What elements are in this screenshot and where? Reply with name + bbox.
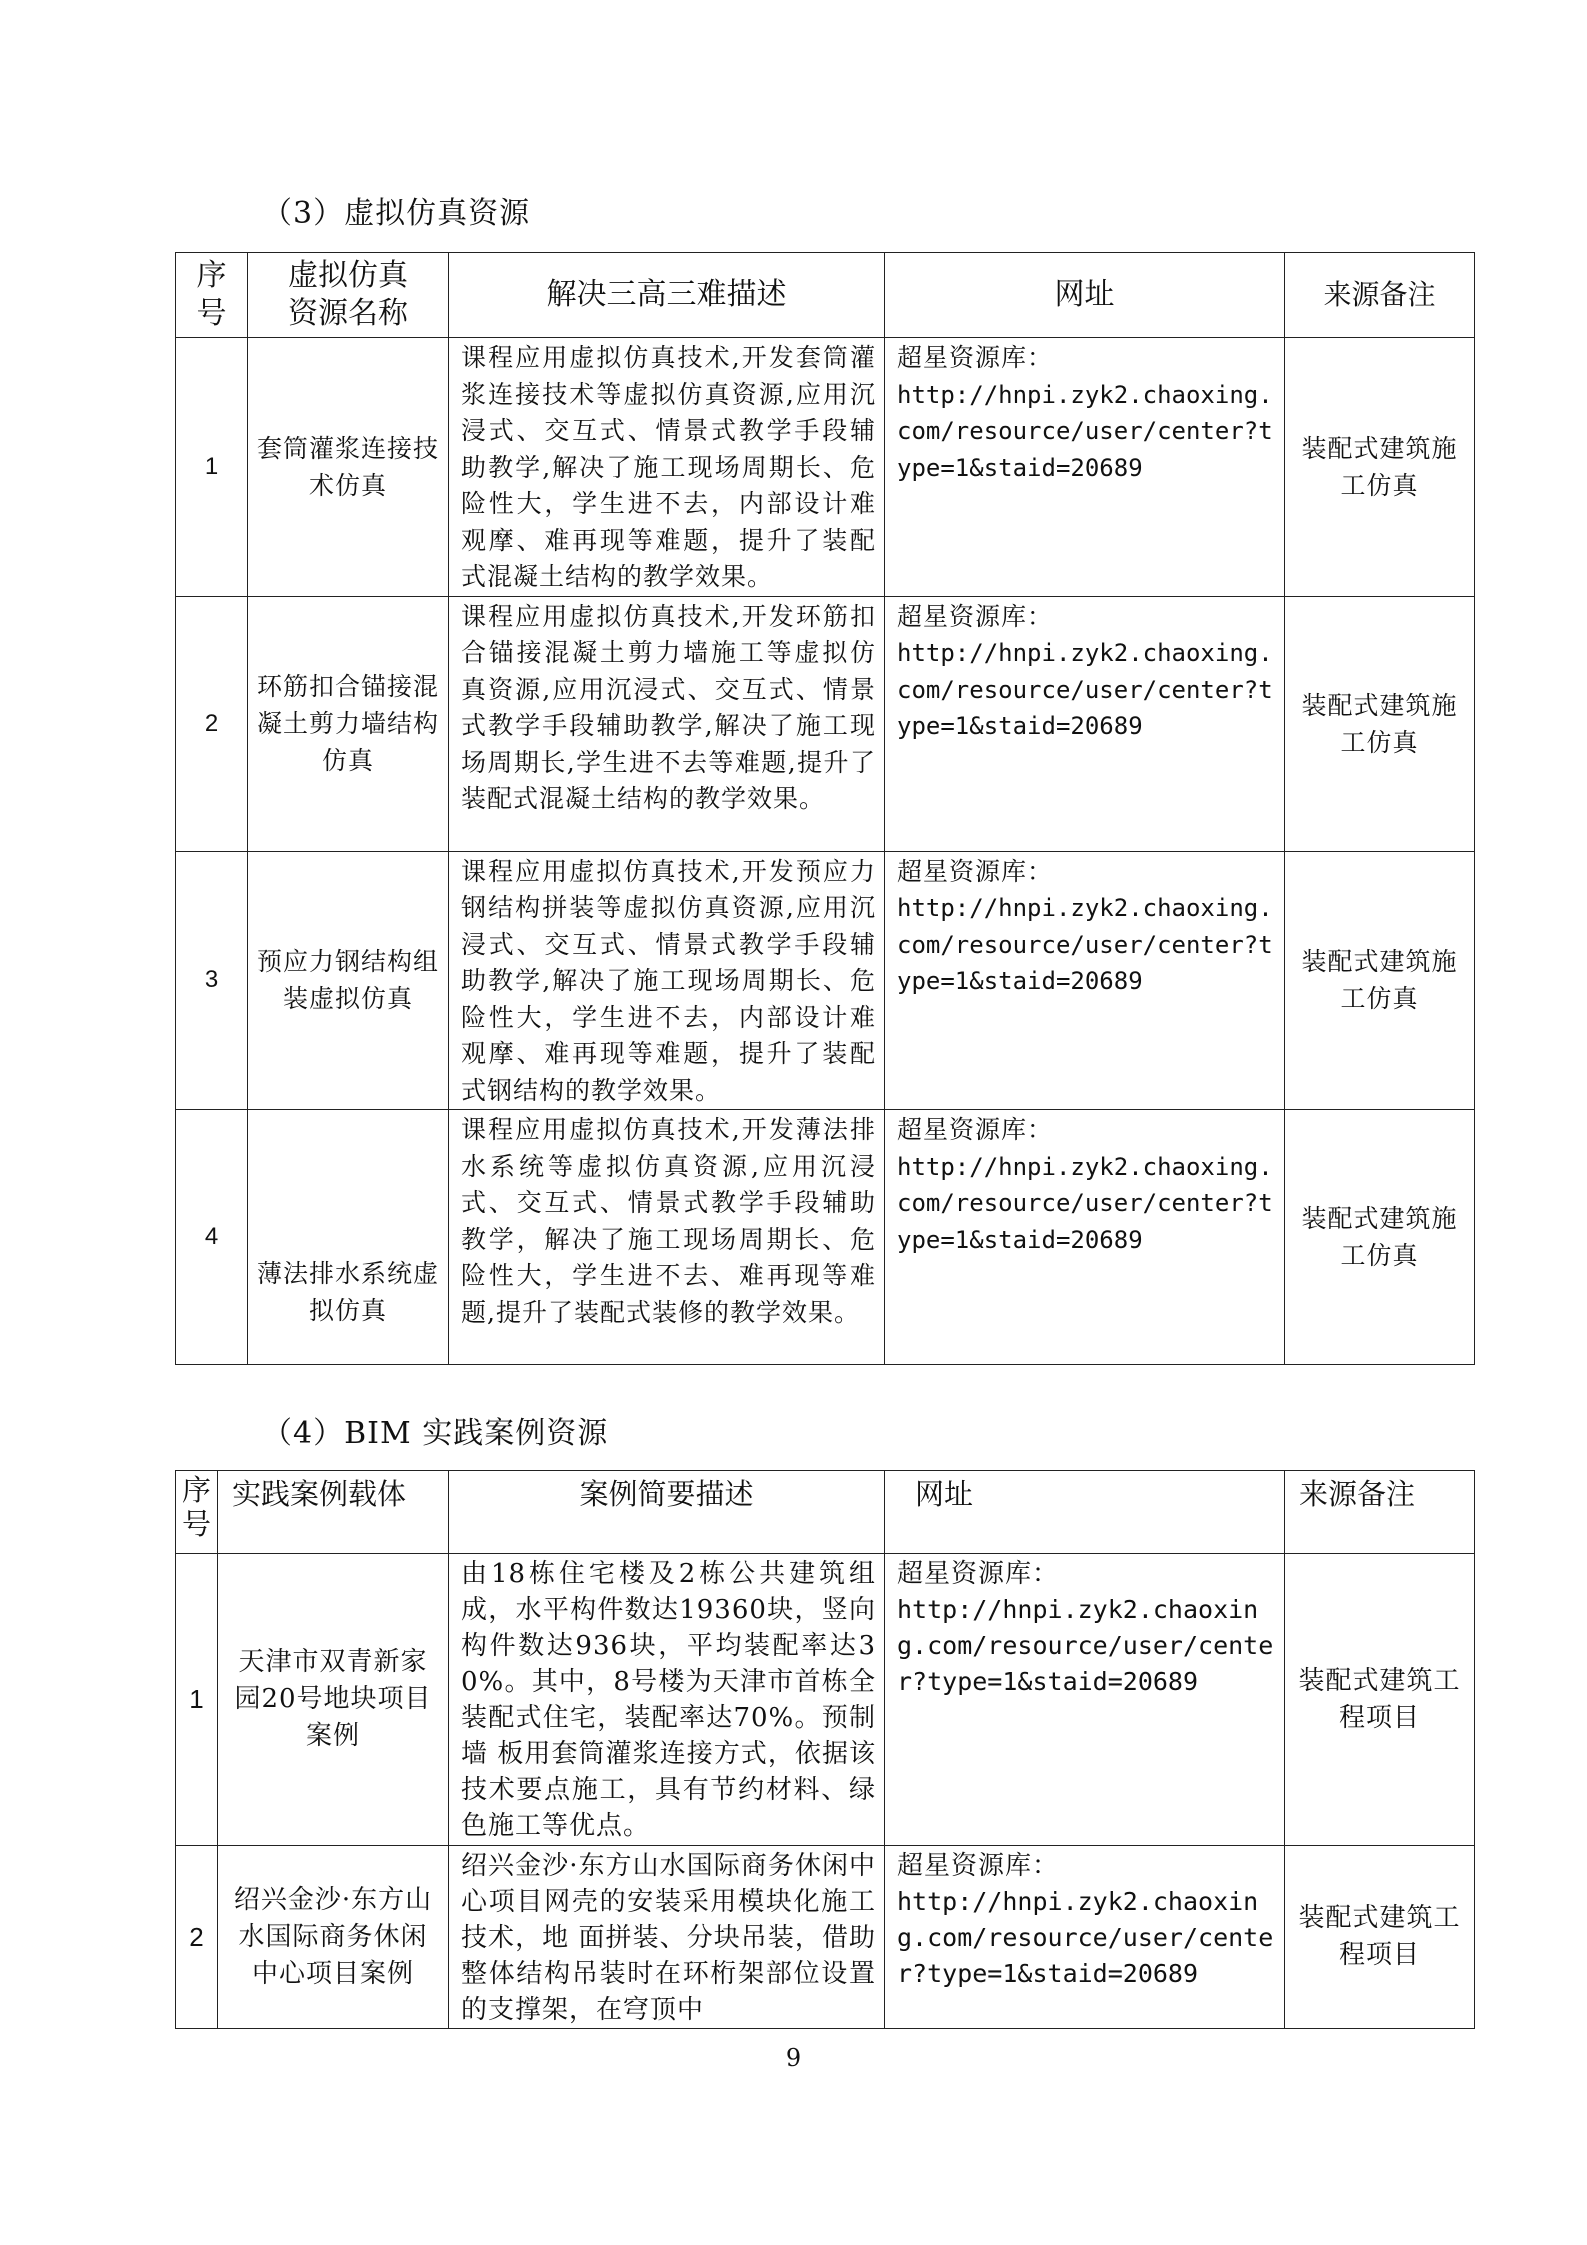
row-url-cell	[885, 851, 1285, 1110]
header-carrier: 实践案例载体	[218, 1471, 449, 1554]
header-source: 来源备注	[1285, 1471, 1475, 1554]
row-url-cell	[885, 1110, 1285, 1365]
header-description: 解决三高三难描述	[449, 253, 885, 338]
row-index: 1	[176, 338, 248, 597]
virtual-simulation-table	[175, 252, 1475, 1365]
row-index: 2	[176, 1846, 218, 2029]
url-label: 超星资源库：	[897, 1851, 1060, 1881]
row-url-cell	[885, 1554, 1285, 1846]
row-index: 1	[176, 1554, 218, 1846]
row-url-cell	[885, 596, 1285, 851]
row-index: 3	[176, 851, 248, 1110]
row-description: 由18栋住宅楼及2栋公共建筑组成，水平构件数达19360块，竖向构件数达936块，平均装配率达30%。其中，8号楼为天津市首栋全装配式住宅，装配率达70%。预制墙 板用套筒灌浆连接方式，依据该技术要点施工，具有节约材料、绿色施工等优点。	[449, 1554, 885, 1846]
header-url: 网址	[885, 1471, 1285, 1554]
row-source: 装配式建筑施工仿真	[1285, 596, 1475, 851]
row-name: 薄法排水系统虚拟仿真	[248, 1110, 449, 1365]
header-source: 来源备注	[1285, 253, 1475, 338]
resource-link[interactable]: http://hnpi.zyk2.chaoxing.com/resource/user/center?type=1&staid=20689	[897, 380, 1273, 482]
row-description: 课程应用虚拟仿真技术,开发环筋扣合锚接混凝土剪力墙施工等虚拟仿真资源,应用沉浸式、交互式、情景式教学手段辅助教学,解决了施工现场周期长,学生进不去等难题,提升了装配式混凝土结构的教学效果。	[449, 596, 885, 851]
table-row	[176, 338, 1475, 597]
resource-link[interactable]: http://hnpi.zyk2.chaoxing.com/resource/user/center?type=1&staid=20689	[897, 1152, 1273, 1254]
resource-link[interactable]: http://hnpi.zyk2.chaoxing.com/resource/user/center?type=1&staid=20689	[897, 1595, 1274, 1696]
row-index: 2	[176, 596, 248, 851]
row-source: 装配式建筑施工仿真	[1285, 851, 1475, 1110]
url-label: 超星资源库：	[897, 1115, 1054, 1144]
row-carrier: 天津市双青新家园20号地块项目案例	[218, 1554, 449, 1846]
url-label: 超星资源库：	[897, 601, 1054, 631]
resource-link[interactable]: http://hnpi.zyk2.chaoxing.com/resource/user/center?type=1&staid=20689	[897, 639, 1273, 740]
table-row	[176, 596, 1475, 851]
url-label: 超星资源库：	[897, 343, 1054, 372]
header-description: 案例简要描述	[449, 1471, 885, 1554]
row-source: 装配式建筑工程项目	[1285, 1846, 1475, 2029]
resource-link[interactable]: http://hnpi.zyk2.chaoxing.com/resource/user/center?type=1&staid=20689	[897, 1887, 1274, 1988]
resource-link[interactable]: http://hnpi.zyk2.chaoxing.com/resource/user/center?type=1&staid=20689	[897, 894, 1273, 995]
row-source: 装配式建筑施工仿真	[1285, 1110, 1475, 1365]
row-description: 课程应用虚拟仿真技术,开发薄法排水系统等虚拟仿真资源,应用沉浸式、交互式、情景式教学手段辅助教学，解决了施工现场周期长、危险性大，学生进不去、难再现等难题,提升了装配式装修的教学效果。	[449, 1110, 885, 1365]
row-name: 环筋扣合锚接混凝土剪力墙结构仿真	[248, 596, 449, 851]
row-source: 装配式建筑工程项目	[1285, 1554, 1475, 1846]
table-header-row	[176, 1471, 1475, 1554]
table-header-row	[176, 253, 1475, 338]
row-index: 4	[176, 1110, 248, 1365]
header-index: 序号	[176, 1471, 218, 1554]
row-description: 课程应用虚拟仿真技术,开发套筒灌浆连接技术等虚拟仿真资源,应用沉浸式、交互式、情景式教学手段辅助教学,解决了施工现场周期长、危险性大，学生进不去，内部设计难观摩、难再现等难题，提升了装配式混凝土结构的教学效果。	[449, 338, 885, 597]
table-row	[176, 1110, 1475, 1365]
page-number: 9	[785, 2044, 802, 2072]
table-row	[176, 1554, 1475, 1846]
header-name: 虚拟仿真资源名称	[248, 253, 449, 338]
row-name: 套筒灌浆连接技术仿真	[248, 338, 449, 597]
url-label: 超星资源库：	[897, 856, 1054, 886]
row-url-cell	[885, 1846, 1285, 2029]
table-row	[176, 1846, 1475, 2029]
row-carrier: 绍兴金沙·东方山水国际商务休闲中心项目案例	[218, 1846, 449, 2029]
bim-case-table	[175, 1470, 1475, 2029]
row-description: 绍兴金沙·东方山水国际商务休闲中心项目网壳的安装采用模块化施工技术，地 面拼装、分块吊装，借助整体结构吊装时在环桁架部位设置的支撑架，在穹顶中	[449, 1846, 885, 2029]
url-label: 超星资源库：	[897, 1559, 1060, 1589]
row-description: 课程应用虚拟仿真技术,开发预应力钢结构拼装等虚拟仿真资源,应用沉浸式、交互式、情景式教学手段辅助教学,解决了施工现场周期长、危险性大，学生进不去，内部设计难观摩、难再现等难题，提升了装配式钢结构的教学效果。	[449, 851, 885, 1110]
section-3-title: （3）虚拟仿真资源	[262, 196, 531, 231]
table-row	[176, 851, 1475, 1110]
row-source: 装配式建筑施工仿真	[1285, 338, 1475, 597]
row-url-cell	[885, 338, 1285, 597]
section-4-title: （4）BIM 实践案例资源	[262, 1416, 609, 1451]
row-name: 预应力钢结构组装虚拟仿真	[248, 851, 449, 1110]
header-url: 网址	[885, 253, 1285, 338]
header-index: 序号	[176, 253, 248, 338]
